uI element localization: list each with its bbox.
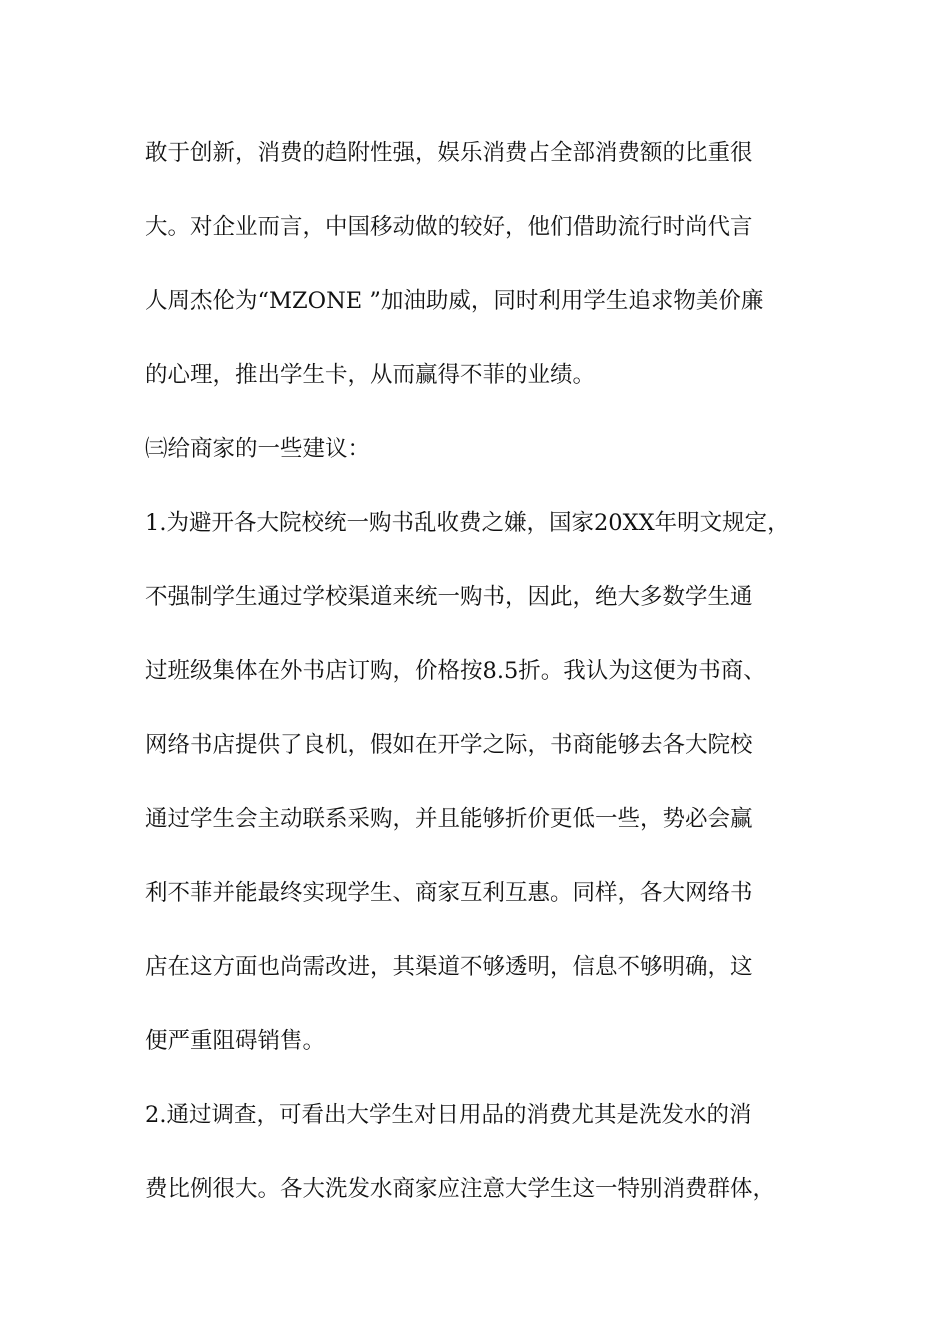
text-line: 便严重阻碍销售。 — [145, 1028, 326, 1054]
text-line: 利不菲并能最终实现学生、商家互利互惠。同样，各大网络书 — [145, 880, 753, 906]
text-line: 不强制学生通过学校渠道来统一购书，因此，绝大多数学生通 — [145, 584, 753, 610]
text-line: 大。对企业而言，中国移动做的较好，他们借助流行时尚代言 — [145, 214, 753, 240]
text-line: 费比例很大。各大洗发水商家应注意大学生这一特别消费群体， — [145, 1176, 776, 1202]
text-line: 人周杰伦为“MZONE ”加油助威，同时利用学生追求物美价廉 — [145, 288, 764, 314]
text-line: 敢于创新，消费的趋附性强，娱乐消费占全部消费额的比重很 — [145, 140, 753, 166]
text-line: 通过学生会主动联系采购，并且能够折价更低一些，势必会赢 — [145, 806, 753, 832]
text-line: 的心理，推出学生卡，从而赢得不菲的业绩。 — [145, 362, 596, 388]
text-line: 2.通过调查，可看出大学生对日用品的消费尤其是洗发水的消 — [145, 1102, 752, 1128]
text-line: 网络书店提供了良机，假如在开学之际，书商能够去各大院校 — [145, 732, 753, 758]
text-line: 过班级集体在外书店订购，价格按8.5折。我认为这便为书商、 — [145, 658, 766, 684]
text-line: 店在这方面也尚需改进，其渠道不够透明，信息不够明确，这 — [145, 954, 753, 980]
section-heading: ㈢给商家的一些建议： — [145, 436, 371, 462]
text-line: 1.为避开各大院校统一购书乱收费之嫌，国家20XX年明文规定， — [145, 510, 790, 536]
